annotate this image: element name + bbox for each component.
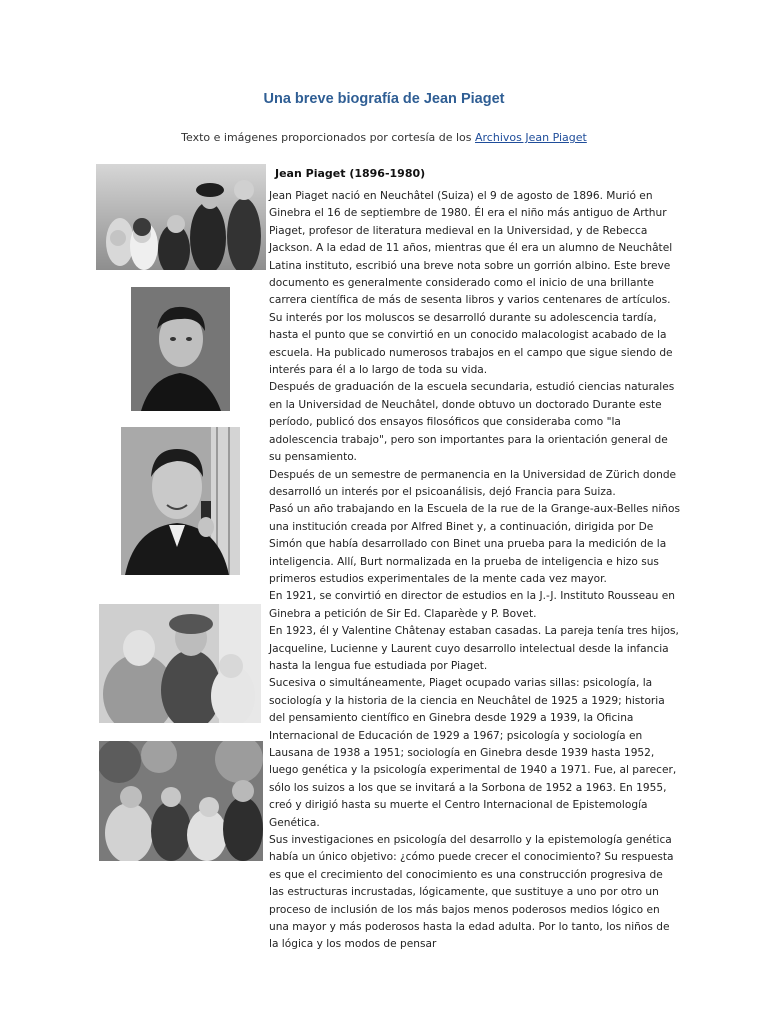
paragraph: Después de graduación de la escuela secundaria, estudió ciencias naturales en la Universidad de Neuchâtel, donde obtuvo un doctorado Durante este período, publicó dos ensayos filosóficos que consideraba como "la adolescencia trabajo", pero son importantes para la orientación general de su pensamiento. [269,381,675,464]
group-outdoors-photo [99,741,263,861]
credit-line [0,131,768,144]
paragraph: Sus investigaciones en psicología del desarrollo y la epistemología genética había un único objetivo: ¿cómo puede crecer el conocimiento? Su respuesta es que el crecimiento del conocimiento es una construcción progresiva de las estructuras incrustadas, lógicamente, que sustituye a uno por otro un proceso de inclusión de los más bajos menos poderosos medios lógico en una mayor y más poderosos hasta la edad adulta. Por lo tanto, los niños de la lógica y los modos de pensar [269,834,674,951]
paragraph: Pasó un año trabajando en la Escuela de la rue de la Grange-aux-Belles niños una institución creada por Alfred Binet y, a continuación, dirigida por De Simón que había desarrollado con Binet una prueba para la medición de la inteligencia. Allí, Burt normalizada en la prueba de inteligencia e hizo sus primeros estudios experimentales de la mente cada vez mayor. [269,503,681,585]
archives-link[interactable]: Archivos Jean Piaget [475,131,587,144]
paragraph: Jean Piaget nació en Neuchâtel (Suiza) el 9 de agosto de 1896. Murió en Ginebra el 16 de septiembre de 1980. Él era el niño más antiguo de Arthur Piaget, profesor de literatura medieval en la Universidad, y de Rebecca Jackson. A la edad de 11 años, mientras que él era un alumno de Neuchâtel Latina instituto, escribió una breve nota sobre un gorrión albino. Este breve documento es generalmente considerado como el inicio de una brillante carrera científica de más de sesenta libros y varios centenares de artículos. [269,190,673,307]
family-group-photo [96,164,266,270]
biography-text [269,188,681,954]
paragraph: En 1923, él y Valentine Châtenay estaban casadas. La pareja tenía tres hijos, Jacqueline, Lucienne y Laurent cuyo desarrollo intelectual desde la infancia hasta la lengua fue estudiada por Piaget. [269,625,679,672]
paragraph: Sucesiva o simultáneamente, Piaget ocupado varias sillas: psicología, la sociología y la historia de la ciencia en Neuchâtel de 1925 a 1929; historia del pensamiento científico en Ginebra desde 1929 a 1939, la Oficina Internacional de Educación de 1929 a 1967; psicología y sociología en Lausana de 1938 a 1951; sociología en Ginebra desde 1939 hasta 1952, luego genética y la psicología experimental de 1940 a 1971. Fue, al parecer, sólo los suizos a los que se invitará a la Sorbona de 1952 a 1963. En 1955, creó y dirigió hasta su muerte el Centro Internacional de Epistemología Genética. [269,677,677,829]
paragraph: Después de un semestre de permanencia en la Universidad de Zürich donde desarrolló un interés por el psicoanálisis, dejó Francia para Suiza. [269,468,677,498]
young-man-pipe-photo [121,427,240,575]
paragraph: Su interés por los moluscos se desarrolló durante su adolescencia tardía, hasta el punto que se convirtió en un conocido malacologist acabado de la escuela. Ha publicado numerosos trabajos en el campo que sigue siendo de interés para él a lo largo de toda su vida. [269,311,673,377]
woman-child-photo [99,604,261,723]
page-title: Una breve biografía de Jean Piaget [263,91,505,107]
boy-portrait-photo [131,287,230,411]
credit-text: Texto e imágenes proporcionados por cortesía de los [181,131,475,144]
paragraph: En 1921, se convirtió en director de estudios en la J.-J. Instituto Rousseau en Ginebra a petición de Sir Ed. Claparède y P. Bovet. [269,590,675,620]
section-heading: Jean Piaget (1896-1980) [275,167,426,180]
